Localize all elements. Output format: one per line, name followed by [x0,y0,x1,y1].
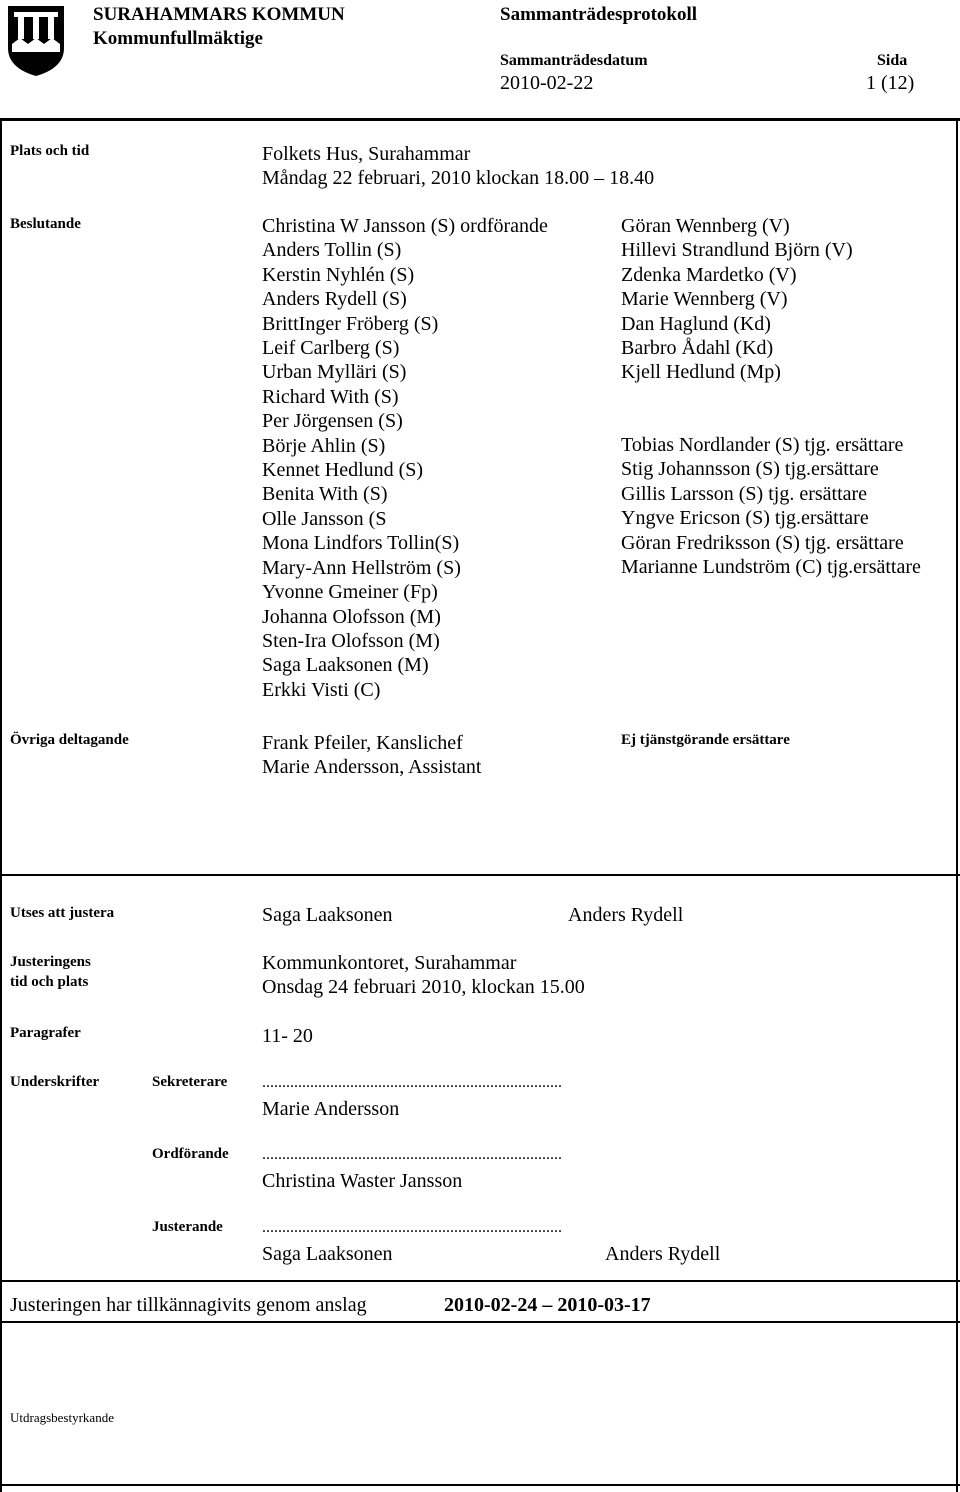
member: BrittInger Fröberg (S) [262,312,439,335]
logo [6,4,66,78]
member: Benita With (S) [262,483,388,506]
justerande-name1: Saga Laaksonen [262,1243,393,1265]
frame-left [0,118,2,1492]
ovriga-label: Övriga deltagande [10,732,129,748]
member: Kjell Hedlund (Mp) [621,361,781,384]
justerande-signature-line: ........................................................................... [262,1219,562,1236]
member: Anders Rydell (S) [262,288,407,311]
sekreterare-signature-line: ........................................................................... [262,1074,562,1091]
member: Hillevi Strandlund Björn (V) [621,239,853,262]
justeringens-label-line2: tid och plats [10,974,89,990]
doc-type: Sammanträdesprotokoll [500,4,698,25]
sekreterare-name: Marie Andersson [262,1098,400,1120]
member: Zdenka Mardetko (V) [621,263,797,286]
anslag-dates: 2010-02-24 – 2010-03-17 [444,1294,651,1316]
beslutande-col2 [621,214,853,385]
member: Mona Lindfors Tollin(S) [262,532,460,555]
justera-name1: Saga Laaksonen [262,904,393,926]
beslutande-col1 [262,214,548,702]
member: Göran Fredriksson (S) tjg. ersättare [621,531,904,554]
justeringens-line1: Kommunkontoret, Surahammar [262,952,517,974]
member: Erkki Visti (C) [262,678,381,701]
member: Per Jörgensen (S) [262,410,403,433]
member: Kennet Hedlund (S) [262,459,424,482]
member: Kerstin Nyhlén (S) [262,263,415,286]
member: Leif Carlberg (S) [262,337,400,360]
org-body: Kommunfullmäktige [93,28,263,49]
justerande-label: Justerande [152,1219,223,1235]
member: Johanna Olofsson (M) [262,605,441,628]
ej-tjanstgorande-label: Ej tjänstgörande ersättare [621,732,790,748]
justeringens-label-line1: Justeringens [10,954,91,970]
member: Marie Wennberg (V) [621,288,788,311]
anslag-text: Justeringen har tillkännagivits genom anslag [10,1294,367,1316]
member: Göran Wennberg (V) [621,215,790,237]
anslag-rule-bottom [0,1321,960,1323]
member: Yngve Ericson (S) tjg.ersättare [621,507,869,530]
ordforande-name: Christina Waster Jansson [262,1170,463,1192]
plats-label: Plats och tid [10,143,90,159]
plats-line1: Folkets Hus, Surahammar [262,143,471,165]
justerande-name2: Anders Rydell [605,1243,721,1265]
member: Dan Haglund (Kd) [621,312,771,335]
frame-right [956,118,958,1492]
member: Stig Johannsson (S) tjg.ersättare [621,458,879,481]
utdragsbestyrkande-label: Utdragsbestyrkande [10,1410,114,1425]
coat-of-arms-icon [6,4,66,78]
ordforande-label: Ordförande [152,1146,229,1162]
member: Urban Mylläri (S) [262,361,407,384]
underskrifter-label: Underskrifter [10,1074,100,1090]
date-label: Sammanträdesdatum [500,52,648,69]
justeringens-label [10,952,91,992]
ordforande-signature-line: ........................................................................... [262,1146,562,1163]
member: Anders Tollin (S) [262,239,402,262]
page-label: Sida [877,52,908,69]
justera-label: Utses att justera [10,905,115,921]
member: Yvonne Gmeiner (Fp) [262,581,438,604]
sekreterare-label: Sekreterare [152,1074,228,1090]
member: Richard With (S) [262,385,399,408]
member: Gillis Larsson (S) tjg. ersättare [621,482,868,505]
member: Barbro Ådahl (Kd) [621,337,774,360]
member: Olle Jansson (S [262,507,387,530]
member: Tobias Nordlander (S) tjg. ersättare [621,434,904,456]
org-name: SURAHAMMARS KOMMUN [93,4,345,25]
header-rule [0,118,960,121]
justeringens-line2: Onsdag 24 februari 2010, klockan 15.00 [262,976,585,998]
member: Börje Ahlin (S) [262,434,386,457]
anslag-rule-top [0,1280,960,1282]
paragrafer-value: 11- 20 [262,1025,313,1047]
justera-name2: Anders Rydell [568,904,684,926]
member: Marianne Lundström (C) tjg.ersättare [621,556,921,579]
date-value: 2010-02-22 [500,72,594,94]
page-value: 1 (12) [866,72,915,94]
plats-line2: Måndag 22 februari, 2010 klockan 18.00 – 18.40 [262,167,655,189]
ovriga-line1: Frank Pfeiler, Kanslichef [262,732,463,754]
section-rule [0,874,960,876]
member: Sten-Ira Olofsson (M) [262,629,440,652]
beslutande-label: Beslutande [10,216,81,232]
paragrafer-label: Paragrafer [10,1025,81,1041]
ovriga-line2: Marie Andersson, Assistant [262,756,482,778]
member: Christina W Jansson (S) ordförande [262,215,548,237]
member: Mary-Ann Hellström (S) [262,556,461,579]
beslutande-ersattare [621,433,921,579]
member: Saga Laaksonen (M) [262,654,429,677]
